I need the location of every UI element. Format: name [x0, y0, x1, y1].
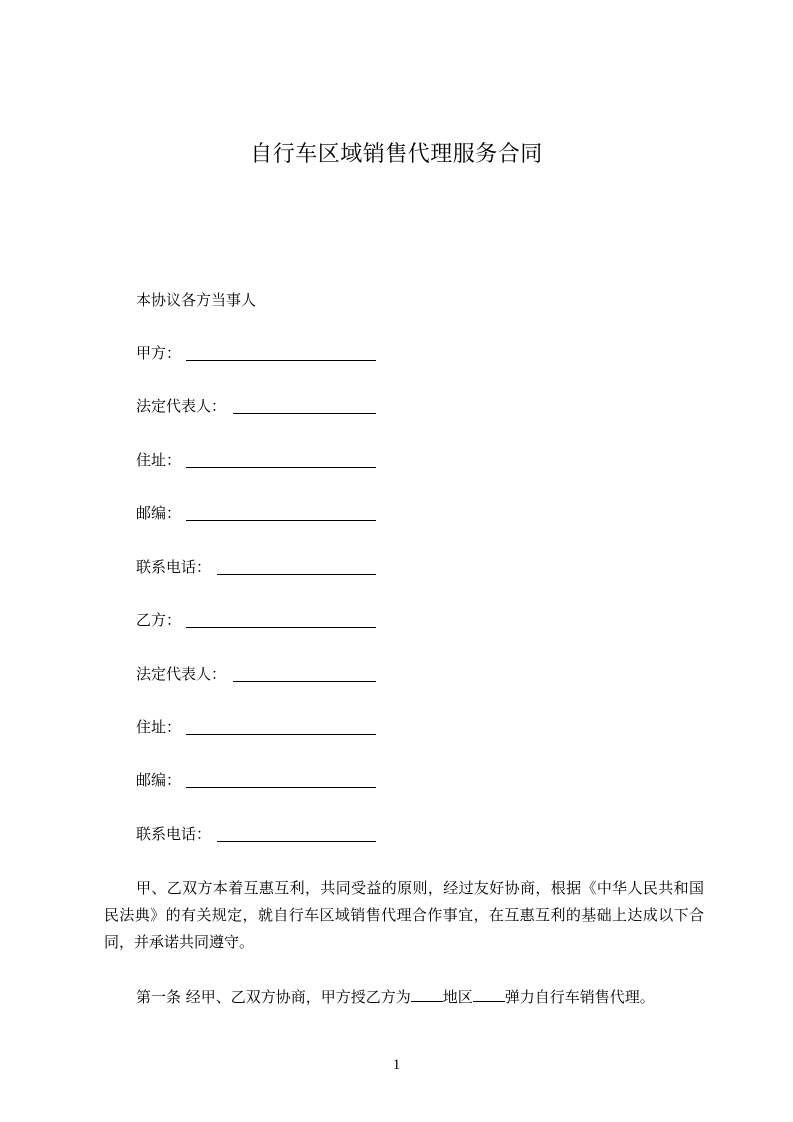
- party-b-address-label: 住址：: [136, 718, 182, 736]
- parties-heading-text: 本协议各方当事人: [136, 291, 257, 309]
- party-b-phone-label: 联系电话：: [136, 825, 212, 843]
- party-a-phone-label: 联系电话：: [136, 558, 212, 576]
- party-b-postcode-blank[interactable]: [186, 787, 376, 788]
- region-blank-1[interactable]: [411, 984, 443, 1002]
- article-1-prefix: 第一条 经甲、乙双方协商，甲方授乙方为: [136, 988, 411, 1006]
- party-b-postcode-label: 邮编：: [136, 771, 182, 789]
- party-a-name-field: [136, 341, 181, 365]
- party-b-phone-field: [136, 822, 211, 846]
- party-b-address-field: [136, 715, 181, 739]
- party-b-name-blank[interactable]: [186, 627, 376, 628]
- article-1: [136, 984, 655, 1009]
- party-b-rep-blank[interactable]: [233, 681, 376, 682]
- party-a-postcode-label: 邮编：: [136, 504, 182, 522]
- party-b-postcode-field: [136, 768, 181, 792]
- party-a-phone-blank[interactable]: [217, 574, 376, 575]
- party-a-postcode-field: [136, 501, 181, 525]
- party-a-name-blank[interactable]: [186, 360, 376, 361]
- parties-heading: [136, 288, 256, 312]
- article-1-mid: 地区: [442, 988, 473, 1006]
- party-a-address-blank[interactable]: [186, 467, 376, 468]
- party-b-rep-label: 法定代表人：: [136, 665, 227, 683]
- party-a-phone-field: [136, 555, 211, 579]
- party-b-name-field: [136, 608, 181, 632]
- party-a-address-label: 住址：: [136, 451, 182, 469]
- party-a-rep-blank[interactable]: [233, 413, 376, 414]
- party-a-rep-label: 法定代表人：: [136, 397, 227, 415]
- article-1-suffix: 弹力自行车销售代理。: [504, 988, 655, 1006]
- preamble-paragraph: 甲、乙双方本着互惠互利，共同受益的原则，经过友好协商，根据《中华人民共和国民法典》的有关规定，就自行车区域销售代理合作事宜，在互惠互利的基础上达成以下合同，并承诺共同遵守。: [104, 879, 704, 951]
- party-a-name-label: 甲方：: [136, 344, 182, 362]
- party-a-address-field: [136, 448, 181, 472]
- region-blank-2[interactable]: [473, 984, 505, 1002]
- party-b-name-label: 乙方：: [136, 611, 182, 629]
- party-b-phone-blank[interactable]: [217, 841, 376, 842]
- document-title: 自行车区域销售代理服务合同: [250, 142, 543, 167]
- page-number: 1: [392, 1057, 401, 1073]
- party-b-address-blank[interactable]: [186, 734, 376, 735]
- party-a-rep-field: [136, 394, 226, 418]
- party-a-postcode-blank[interactable]: [186, 520, 376, 521]
- party-b-rep-field: [136, 662, 226, 686]
